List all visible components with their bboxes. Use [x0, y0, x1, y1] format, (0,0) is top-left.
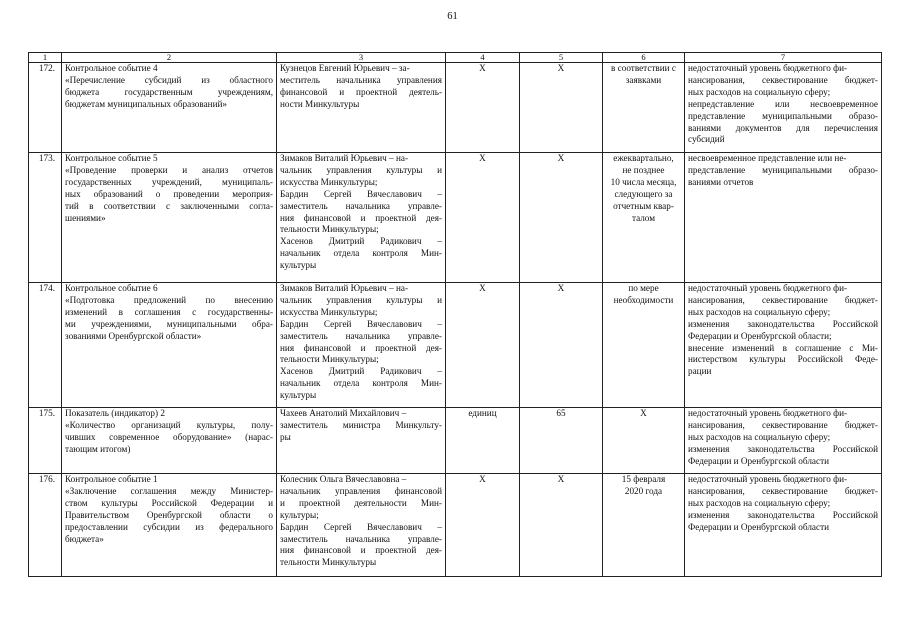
risk-line: недостаточный уровень бюджетного фи-: [688, 283, 848, 293]
risk-line: ных расходов на социальную сферу;: [688, 306, 831, 317]
event-name-line: «Количество организаций культуры, полу-: [65, 419, 273, 430]
unit-cell: [446, 283, 520, 408]
event-name-cell: [62, 283, 277, 408]
risk-line: нансирования, секвестирование бюджет-: [688, 74, 878, 85]
risk-line: нансирования, секвестирование бюджет-: [688, 419, 878, 430]
unit-value: Х: [479, 283, 486, 293]
risk-line: Федерации и Оренбургской области: [688, 455, 829, 466]
unit-cell: [446, 474, 520, 577]
value-cell: [520, 474, 603, 577]
responsible-line: финансовой и проектной деятель-: [280, 86, 442, 97]
responsible-line: ния финансовой и проектной дея-: [280, 342, 442, 353]
column-number: 5: [520, 53, 603, 63]
event-name-cell: [62, 153, 277, 283]
risk-line: представление муниципальными образо-: [688, 110, 878, 121]
responsible-line: Бардин Сергей Вячеславович –: [280, 318, 442, 329]
value-cell: [520, 408, 603, 474]
unit-value: Х: [479, 153, 486, 163]
risk-line: нансирования, секвестирование бюджет-: [688, 485, 878, 496]
row-number: 173.: [38, 153, 55, 163]
responsible-line: Зимаков Виталий Юрьевич – на-: [280, 283, 409, 293]
deadline-line: заявками: [625, 74, 662, 85]
row-number-cell: [29, 408, 62, 474]
responsible-line: искусства Минкультуры;: [280, 176, 378, 187]
row-number: 176.: [38, 474, 55, 484]
risk-line: ных расходов на социальную сферу;: [688, 431, 831, 442]
risk-line: внесение изменений в соглашение с Ми-: [688, 342, 878, 353]
event-name-line: зованиями Оренбургской области»: [65, 330, 202, 341]
deadline-line: по мере: [628, 283, 659, 293]
deadline-line: 15 февраля: [621, 474, 666, 484]
event-name-line: тий в соответствии с заключенными согла-: [65, 200, 273, 211]
risk-line: изменения законодательства Российской: [688, 509, 878, 520]
event-name-line: Показатель (индикатор) 2: [65, 408, 165, 418]
responsible-cell: [277, 153, 446, 283]
deadline-cell: [603, 63, 685, 153]
event-name-line: ных образований о проведении мероприя-: [65, 188, 273, 199]
value-cell: [520, 283, 603, 408]
event-name-line: Контрольное событие 6: [65, 283, 158, 293]
event-name-line: Контрольное событие 5: [65, 153, 158, 163]
deadline-line: Х: [640, 408, 647, 418]
event-name-line: Контрольное событие 4: [65, 63, 158, 73]
risk-line: ваниями отчетов: [688, 176, 754, 187]
page-number: 61: [447, 11, 458, 22]
deadline-line: в соответствии с: [611, 63, 676, 73]
deadline-line: необходимости: [613, 294, 674, 305]
unit-cell: [446, 63, 520, 153]
column-number: 6: [603, 53, 685, 63]
responsible-line: заместитель начальника управле-: [280, 533, 442, 544]
responsible-line: ности Минкультуры: [280, 98, 360, 109]
risk-line: ных расходов на социальную сферу;: [688, 497, 831, 508]
risk-line: недостаточный уровень бюджетного фи-: [688, 63, 848, 73]
risk-line: изменения законодательства Российской: [688, 318, 878, 329]
value-cell: [520, 63, 603, 153]
target-value: Х: [557, 474, 565, 484]
deadline-line: не позднее: [622, 164, 665, 175]
risk-line: недостаточный уровень бюджетного фи-: [688, 474, 848, 484]
row-number-cell: [29, 153, 62, 283]
responsible-line: культуры;: [280, 509, 319, 520]
table-row: [29, 408, 882, 474]
event-name-line: ством культуры Российской Федерации и: [65, 497, 273, 508]
table-row: [29, 63, 882, 153]
deadline-cell: [603, 283, 685, 408]
risks-cell: [685, 153, 882, 283]
event-name-line: «Перечисление субсидий из областного: [65, 74, 273, 85]
risk-line: недостаточный уровень бюджетного фи-: [688, 408, 848, 418]
event-name-cell: [62, 63, 277, 153]
row-number: 174.: [38, 283, 55, 293]
responsible-line: Хасенов Дмитрий Радикович –: [280, 366, 442, 377]
column-number-row: [29, 53, 882, 63]
responsible-line: Кузнецов Евгений Юрьевич – за-: [280, 63, 410, 73]
deadline-line: следующего за: [614, 188, 673, 199]
responsible-cell: [277, 63, 446, 153]
deadline-line: отчетным квар-: [613, 200, 674, 211]
deadline-cell: [603, 153, 685, 283]
risk-line: нистерством культуры Российской Феде-: [688, 354, 878, 365]
responsible-cell: [277, 408, 446, 474]
column-number: 4: [446, 53, 520, 63]
target-value: Х: [557, 283, 565, 293]
risks-cell: [685, 63, 882, 153]
unit-value: Х: [479, 474, 486, 484]
target-value: 65: [556, 408, 566, 418]
row-number-cell: [29, 63, 62, 153]
value-cell: [520, 153, 603, 283]
risks-cell: [685, 474, 882, 577]
program-table: [28, 52, 882, 577]
target-value: Х: [557, 153, 565, 163]
responsible-line: заместитель начальника управле-: [280, 330, 442, 341]
row-number: 172.: [38, 63, 55, 73]
event-name-line: «Заключение соглашения между Министер-: [65, 485, 273, 496]
event-name-line: «Проведение проверки и анализ отчетов: [65, 164, 273, 175]
risk-line: изменения законодательства Российской: [688, 443, 878, 454]
risk-line: ваниями документов для перечисления: [688, 122, 878, 133]
responsible-cell: [277, 283, 446, 408]
event-name-line: бюджета»: [65, 533, 104, 544]
responsible-line: начальник отдела контроля Мин-: [280, 248, 442, 259]
deadline-line: талом: [631, 212, 656, 223]
risks-cell: [685, 408, 882, 474]
event-name-line: «Подготовка предложений по внесению: [65, 294, 273, 305]
event-name-line: бюджетам муниципальных образований»: [65, 98, 228, 109]
responsible-line: Бардин Сергей Вячеславович –: [280, 188, 442, 199]
event-name-line: изменений в соглашения с государственны-: [65, 306, 273, 317]
risk-line: представление муниципальными образо-: [688, 164, 878, 175]
column-number: 7: [685, 53, 882, 63]
row-number-cell: [29, 474, 62, 577]
table-row: [29, 153, 882, 283]
event-name-line: Контрольное событие 1: [65, 474, 158, 484]
deadline-line: 2020 года: [624, 485, 663, 496]
row-number: 175.: [38, 408, 55, 418]
risk-line: ных расходов на социальную сферу;: [688, 86, 831, 97]
target-value: Х: [557, 63, 565, 73]
event-name-line: Правительством Оренбургской области о: [65, 509, 273, 520]
responsible-line: Чахеев Анатолий Михайлович –: [280, 408, 407, 418]
deadline-line: ежеквартально,: [613, 153, 674, 163]
responsible-line: начальник отдела контроля Мин-: [280, 378, 442, 389]
responsible-line: Бардин Сергей Вячеславович –: [280, 521, 442, 532]
responsible-line: ры: [280, 431, 291, 442]
responsible-line: начальник управления финансовой: [280, 485, 442, 496]
risk-line: нансирования, секвестирование бюджет-: [688, 294, 878, 305]
unit-value: единиц: [468, 408, 497, 418]
responsible-line: Зимаков Виталий Юрьевич – на-: [280, 153, 409, 163]
event-name-line: бюджета государственным учреждениям,: [65, 86, 273, 97]
responsible-line: культуры: [280, 260, 317, 271]
responsible-line: заместитель министра Минкульту-: [280, 419, 442, 430]
responsible-line: тельности Минкультуры;: [280, 224, 379, 235]
unit-value: Х: [479, 63, 486, 73]
deadline-cell: [603, 408, 685, 474]
event-name-line: ми учреждениями, муниципальными обра-: [65, 318, 273, 329]
row-number-cell: [29, 283, 62, 408]
responsible-cell: [277, 474, 446, 577]
event-name-cell: [62, 474, 277, 577]
responsible-line: чальник управления культуры и: [280, 164, 442, 175]
unit-cell: [446, 408, 520, 474]
responsible-line: меститель начальника управления: [280, 74, 442, 85]
responsible-line: тельности Минкультуры;: [280, 354, 379, 365]
responsible-line: заместитель начальника управле-: [280, 200, 442, 211]
responsible-line: ния финансовой и проектной дея-: [280, 545, 442, 556]
responsible-line: чальник управления культуры и: [280, 294, 442, 305]
risk-line: непредставление или несвоевременное: [688, 98, 878, 109]
unit-cell: [446, 153, 520, 283]
table-row: [29, 283, 882, 408]
event-name-cell: [62, 408, 277, 474]
deadline-cell: [603, 474, 685, 577]
responsible-line: Колесник Ольга Вячеславовна –: [280, 474, 407, 484]
responsible-line: культуры: [280, 390, 317, 401]
table-row: [29, 474, 882, 577]
event-name-line: шениями»: [65, 212, 106, 223]
column-number: 2: [62, 53, 277, 63]
risk-line: субсидий: [688, 134, 725, 145]
event-name-line: предоставлении субсидии из федерального: [65, 521, 273, 532]
risks-cell: [685, 283, 882, 408]
event-name-line: государственных учреждений, муниципаль-: [65, 176, 273, 187]
event-name-line: чивших современное оборудование» (нарас-: [65, 431, 273, 442]
risk-line: Федерации и Оренбургской области;: [688, 330, 832, 341]
responsible-line: искусства Минкультуры;: [280, 306, 378, 317]
risk-line: Федерации и Оренбургской области: [688, 521, 829, 532]
deadline-line: 10 числа месяца,: [610, 176, 677, 187]
column-number: 3: [277, 53, 446, 63]
risk-line: несвоевременное представление или не-: [688, 153, 847, 163]
responsible-line: ния финансовой и проектной дея-: [280, 212, 442, 223]
risk-line: рации: [688, 366, 712, 377]
responsible-line: и проектной деятельности Мин-: [280, 497, 442, 508]
responsible-line: тельности Минкультуры: [280, 557, 377, 568]
column-number: 1: [29, 53, 62, 63]
responsible-line: Хасенов Дмитрий Радикович –: [280, 236, 442, 247]
event-name-line: тающим итогом): [65, 443, 131, 454]
